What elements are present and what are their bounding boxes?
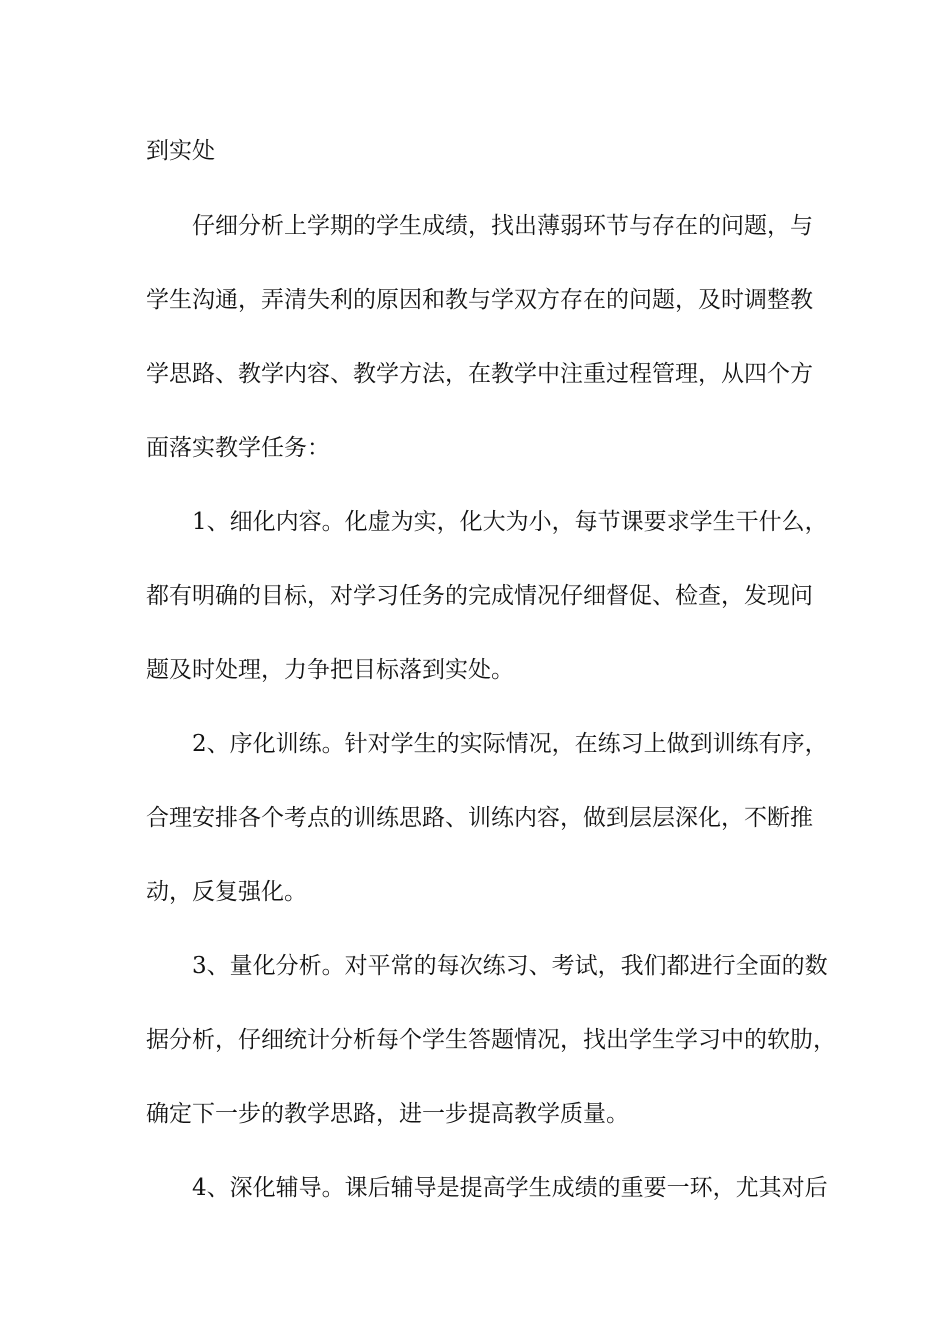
paragraph-intro-line-1: 仔细分析上学期的学生成绩，找出薄弱环节与存在的问题，与	[192, 213, 813, 239]
paragraph-item-3-line-3: 确定下一步的教学思路，进一步提高教学质量。	[146, 1101, 629, 1127]
paragraph-item-2-line-3: 动，反复强化。	[146, 879, 307, 905]
paragraph-item-2-line-2: 合理安排各个考点的训练思路、训练内容，做到层层深化，不断推	[146, 805, 813, 831]
paragraph-item-2-line-1: 2、序化训练。针对学生的实际情况，在练习上做到训练有序，	[192, 731, 828, 757]
paragraph-item-3-line-1: 3、量化分析。对平常的每次练习、考试，我们都进行全面的数	[192, 953, 828, 979]
paragraph-intro-line-2: 学生沟通，弄清失利的原因和教与学双方存在的问题，及时调整教	[146, 287, 813, 313]
paragraph-item-4-line-1: 4、深化辅导。课后辅导是提高学生成绩的重要一环，尤其对后	[192, 1175, 828, 1201]
paragraph-item-1-line-2: 都有明确的目标，对学习任务的完成情况仔细督促、检查，发现问	[146, 583, 813, 609]
paragraph-item-3-line-2: 据分析，仔细统计分析每个学生答题情况，找出学生学习中的软肋，	[146, 1027, 836, 1053]
paragraph-intro-line-3: 学思路、教学内容、教学方法，在教学中注重过程管理，从四个方	[146, 361, 813, 387]
paragraph-item-1-line-3: 题及时处理，力争把目标落到实处。	[146, 657, 514, 683]
paragraph-item-1-line-1: 1、细化内容。化虚为实，化大为小，每节课要求学生干什么，	[192, 509, 828, 535]
text-line-continuation: 到实处	[146, 138, 215, 164]
paragraph-intro-line-4: 面落实教学任务：	[146, 435, 330, 461]
